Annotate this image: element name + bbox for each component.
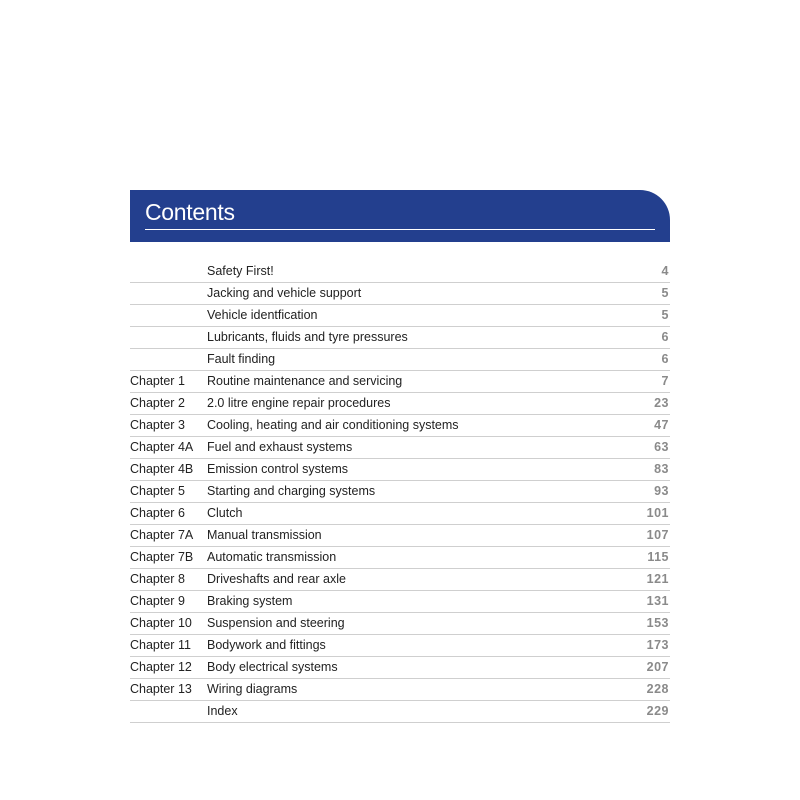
chapter-label: Chapter 13 (130, 682, 192, 696)
entry-title: Fault finding (207, 352, 276, 366)
entry-title: Lubricants, fluids and tyre pressures (207, 330, 408, 344)
page-number: 47 (654, 418, 669, 432)
page-number: 7 (661, 374, 669, 388)
toc-entry[interactable] (130, 635, 670, 657)
page-number: 6 (661, 352, 669, 366)
entry-title: Cooling, heating and air conditioning systems (207, 418, 459, 432)
page-number: 115 (647, 550, 669, 564)
entry-title: Routine maintenance and servicing (207, 374, 403, 388)
page-number: 173 (646, 638, 669, 652)
table-of-contents (130, 261, 670, 723)
entry-title: Driveshafts and rear axle (207, 572, 346, 586)
toc-entry[interactable] (130, 657, 670, 679)
page-number: 153 (646, 616, 669, 630)
page-number: 121 (646, 572, 669, 586)
toc-entry[interactable] (130, 349, 670, 371)
toc-entry[interactable] (130, 393, 670, 415)
chapter-label: Chapter 11 (130, 638, 191, 652)
chapter-label: Chapter 10 (130, 616, 192, 630)
page-title: Contents (145, 199, 235, 225)
chapter-label: Chapter 2 (130, 396, 185, 410)
chapter-label: Chapter 6 (130, 506, 185, 520)
entry-title: Suspension and steering (207, 616, 345, 630)
toc-entry[interactable] (130, 481, 670, 503)
entry-title: Jacking and vehicle support (207, 286, 362, 300)
chapter-label: Chapter 3 (130, 418, 185, 432)
entry-title: Index (207, 704, 238, 718)
entry-title: Manual transmission (207, 528, 322, 542)
page-number: 63 (654, 440, 669, 454)
toc-entry[interactable] (130, 613, 670, 635)
page-number: 4 (661, 264, 669, 278)
page-number: 207 (646, 660, 669, 674)
page-number: 131 (646, 594, 669, 608)
toc-entry[interactable] (130, 679, 670, 701)
toc-entry[interactable] (130, 503, 670, 525)
page-number: 101 (646, 506, 669, 520)
page-number: 93 (654, 484, 669, 498)
chapter-label: Chapter 12 (130, 660, 192, 674)
toc-entry[interactable] (130, 701, 670, 723)
toc-entry[interactable] (130, 283, 670, 305)
page-number: 5 (661, 286, 669, 300)
entry-title: Starting and charging systems (207, 484, 376, 498)
entry-title: Automatic transmission (207, 550, 337, 564)
chapter-label: Chapter 8 (130, 572, 185, 586)
entry-title: Emission control systems (207, 462, 349, 476)
toc-entry[interactable] (130, 525, 670, 547)
toc-entry[interactable] (130, 261, 670, 283)
entry-title: Vehicle identfication (207, 308, 318, 322)
page-number: 229 (646, 704, 669, 718)
chapter-label: Chapter 7B (130, 550, 194, 564)
chapter-label: Chapter 4B (130, 462, 194, 476)
toc-entry[interactable] (130, 459, 670, 481)
toc-entry[interactable] (130, 591, 670, 613)
entry-title: Fuel and exhaust systems (207, 440, 353, 454)
chapter-label: Chapter 4A (130, 440, 194, 454)
chapter-label: Chapter 1 (130, 374, 185, 388)
toc-entry[interactable] (130, 569, 670, 591)
entry-title: Clutch (207, 506, 243, 520)
contents-header (130, 190, 670, 242)
toc-entry[interactable] (130, 305, 670, 327)
entry-title: Bodywork and fittings (207, 638, 326, 652)
entry-title: Body electrical systems (207, 660, 338, 674)
page-number: 23 (654, 396, 669, 410)
toc-entry[interactable] (130, 371, 670, 393)
page-number: 107 (646, 528, 669, 542)
page-number: 6 (661, 330, 669, 344)
entry-title: 2.0 litre engine repair procedures (207, 396, 391, 410)
page-number: 5 (661, 308, 669, 322)
chapter-label: Chapter 5 (130, 484, 185, 498)
page-number: 83 (654, 462, 669, 476)
toc-entry[interactable] (130, 327, 670, 349)
entry-title: Braking system (207, 594, 293, 608)
toc-entry[interactable] (130, 415, 670, 437)
header-divider (145, 229, 655, 230)
entry-title: Wiring diagrams (207, 682, 298, 696)
toc-entry[interactable] (130, 547, 670, 569)
toc-entry[interactable] (130, 437, 670, 459)
chapter-label: Chapter 7A (130, 528, 194, 542)
page-number: 228 (646, 682, 669, 696)
entry-title: Safety First! (207, 264, 274, 278)
chapter-label: Chapter 9 (130, 594, 185, 608)
